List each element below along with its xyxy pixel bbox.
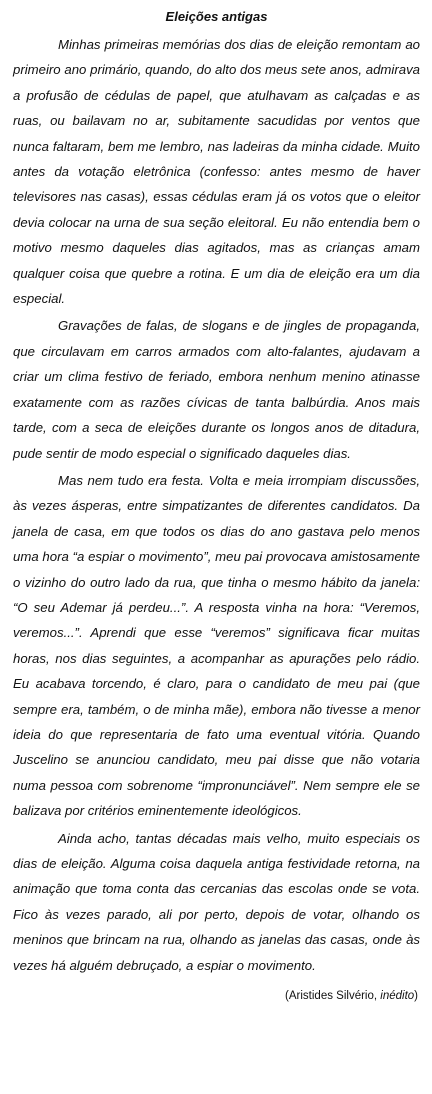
citation-work: inédito (380, 990, 415, 1003)
paragraph-3: Mas nem tudo era festa. Volta e meia irrompiam discussões, às vezes ásperas, entre simpatizantes de diferentes candidatos. Da janela de casa, em que todos os dias do ano gastava pelo menos uma hora “a espiar o movimento”, meu pai provocava amistosamente o vizinho do outro lado da rua, que tinha o mesmo hábito da janela: “O seu Ademar já perdeu...”. A resposta vinha na hora: “Veremos, veremos...”. Aprendi que esse “veremos” significava ficar muitas horas, nos dias seguintes, a acompanhar as apurações pelo rádio. Eu acabava torcendo, é claro, para o candidato de meu pai (que sempre era, também, o de minha mãe), embora não tivesse a menor ideia do que representaria de fato uma eventual vitória. Quando Juscelino se anunciou candidato, meu pai disse que não votaria numa pessoa com sobrenome “impronunciável”. Nem sempre ele se balizava por critérios eminentemente ideológicos. (13, 472, 420, 819)
author-citation (13, 988, 420, 1004)
document-title: Eleições antigas (165, 9, 268, 24)
citation-author: (Aristides Silvério, (285, 990, 381, 1003)
paragraph-2: Gravações de falas, de slogans e de jingles de propaganda, que circulavam em carros armados com alto-falantes, ajudavam a criar um clima festivo de feriado, embora nenhum menino atinasse exatamente com as razões cívicas de tanta balbúrdia. Anos mais tarde, com a seca de eleições durante os longos anos de ditadura, pude sentir de modo especial o significado daqueles dias. (13, 318, 420, 461)
document-page (13, 8, 420, 1004)
paragraph-4: Ainda acho, tantas décadas mais velho, muito especiais os dias de eleição. Alguma coisa daquela antiga festividade retorna, na animação que toma conta das cercanias das escolas onde se vota. Fico às vezes parado, ali por perto, depois de votar, olhando os meninos que brincam na rua, olhando as janelas das casas, onde às vezes há alguém debruçado, a espiar o movimento. (13, 830, 420, 973)
paragraph-1: Minhas primeiras memórias dos dias de eleição remontam ao primeiro ano primário, quando, do alto dos meus sete anos, admirava a profusão de cédulas de papel, que atulhavam as calçadas e as ruas, ou bailavam no ar, subitamente sacudidas por ventos que nunca faltaram, bem me lembro, nas ladeiras da minha cidade. Muito antes da votação eletrônica (confesso: antes mesmo de haver televisores nas casas), essas cédulas eram já os votos que o eleitor devia colocar na urna de sua seção eleitoral. Eu não entendia bem o motivo mesmo daqueles dias agitados, mas as crianças amam qualquer coisa que quebre a rotina. E um dia de eleição era um dia especial. (13, 37, 420, 307)
citation-close: ) (414, 990, 418, 1003)
